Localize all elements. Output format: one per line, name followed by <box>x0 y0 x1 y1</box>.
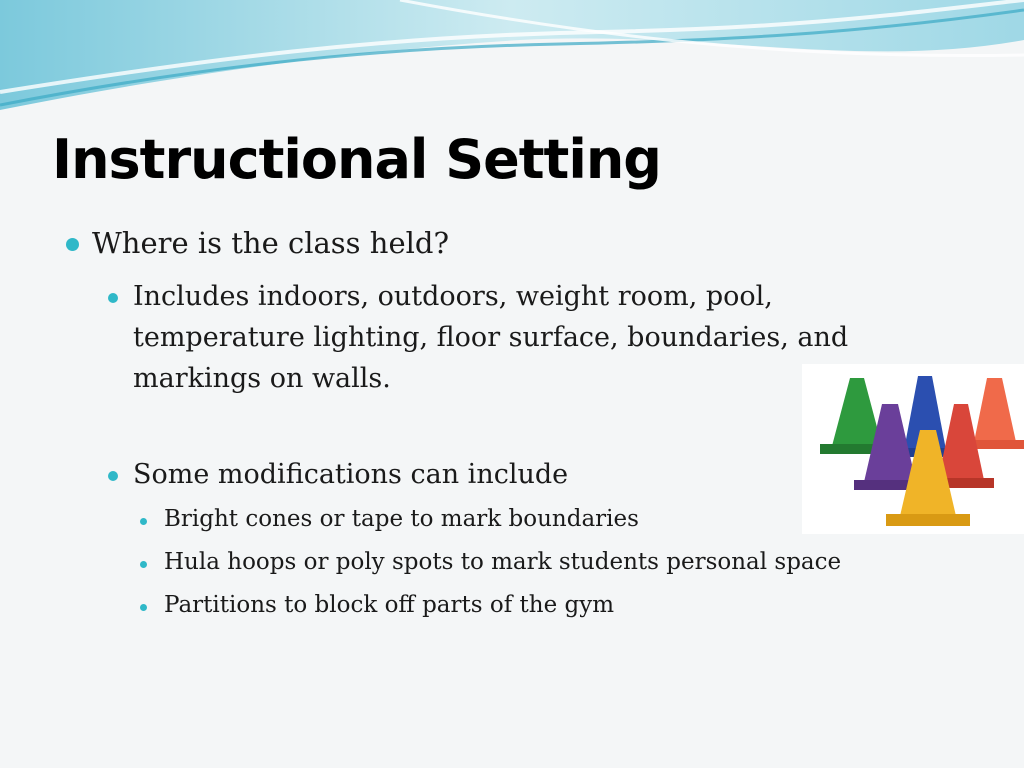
bullet-level2-line: markings on walls. <box>133 363 391 394</box>
bullet-level3: Hula hoops or poly spots to mark students personal space <box>164 549 842 575</box>
bullet-dot-icon <box>140 518 147 525</box>
traffic-cones-image <box>802 364 1024 534</box>
header-wave-decoration <box>0 0 1024 130</box>
bullet-level2-line: temperature lighting, floor surface, boundaries, and <box>133 322 849 353</box>
bullet-dot-icon <box>66 238 79 251</box>
bullet-dot-icon <box>140 604 147 611</box>
bullet-level3: Bright cones or tape to mark boundaries <box>164 506 639 532</box>
bullet-dot-icon <box>108 471 118 481</box>
slide-title: Instructional Setting <box>52 128 661 191</box>
bullet-dot-icon <box>140 561 147 568</box>
bullet-dot-icon <box>108 293 118 303</box>
bullet-level3: Partitions to block off parts of the gym <box>164 592 615 618</box>
bullet-level1: Where is the class held? <box>92 226 449 260</box>
bullet-level2: Some modifications can include <box>133 459 569 490</box>
bullet-level2-line: Includes indoors, outdoors, weight room, pool, <box>133 281 773 312</box>
